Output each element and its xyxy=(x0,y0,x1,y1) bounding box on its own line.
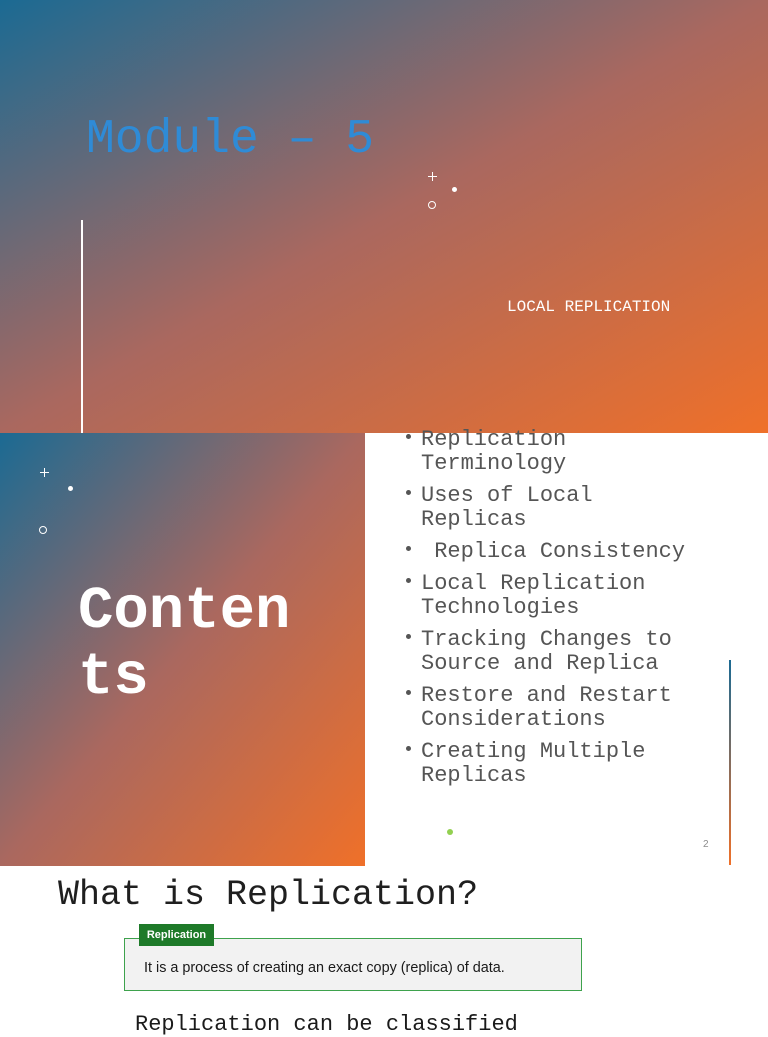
plus-icon xyxy=(428,172,437,181)
bullet-icon xyxy=(406,634,411,639)
bullet-icon xyxy=(406,746,411,751)
bullet-icon xyxy=(406,546,411,551)
contents-list xyxy=(421,428,697,796)
contents-item xyxy=(421,684,697,732)
contents-slide xyxy=(0,427,768,866)
contents-item xyxy=(421,740,697,788)
contents-item-text: Replica Consistency xyxy=(421,539,686,564)
contents-item xyxy=(421,484,697,532)
contents-item xyxy=(421,428,697,476)
bullet-icon xyxy=(406,690,411,695)
definition-label: Replication xyxy=(139,924,214,946)
page-number: 2 xyxy=(703,839,709,850)
module-title: Module – 5 xyxy=(86,113,375,167)
dot-icon xyxy=(68,486,73,491)
contents-item xyxy=(421,628,697,676)
contents-item-text: Local Replication Technologies xyxy=(421,571,659,620)
bullet-icon xyxy=(406,434,411,439)
contents-heading-panel xyxy=(0,433,365,866)
contents-item xyxy=(421,572,697,620)
plus-icon xyxy=(40,468,49,477)
bullet-icon xyxy=(406,578,411,583)
definition-text: It is a process of creating an exact copy (replica) of data. xyxy=(144,960,505,976)
module-subtitle: LOCAL REPLICATION xyxy=(507,298,671,316)
contents-item-text: Replication Terminology xyxy=(421,427,580,476)
accent-vertical-line xyxy=(729,660,731,865)
contents-item-text: Creating Multiple Replicas xyxy=(421,739,659,788)
circle-icon xyxy=(39,526,47,534)
contents-item-text: Tracking Changes to Source and Replica xyxy=(421,627,686,676)
contents-heading: Contents xyxy=(78,578,291,711)
contents-item-text: Uses of Local Replicas xyxy=(421,483,606,532)
body-text: Replication can be classified xyxy=(135,1012,518,1037)
title-slide xyxy=(0,0,768,433)
bullet-icon xyxy=(406,490,411,495)
definition-slide xyxy=(0,866,768,1037)
contents-item-text: Restore and Restart Considerations xyxy=(421,683,686,732)
circle-icon xyxy=(428,201,436,209)
green-dot-icon xyxy=(447,829,453,835)
slide-title: What is Replication? xyxy=(58,875,479,915)
contents-item xyxy=(421,540,697,564)
dot-icon xyxy=(452,187,457,192)
accent-divider-line xyxy=(81,220,83,433)
